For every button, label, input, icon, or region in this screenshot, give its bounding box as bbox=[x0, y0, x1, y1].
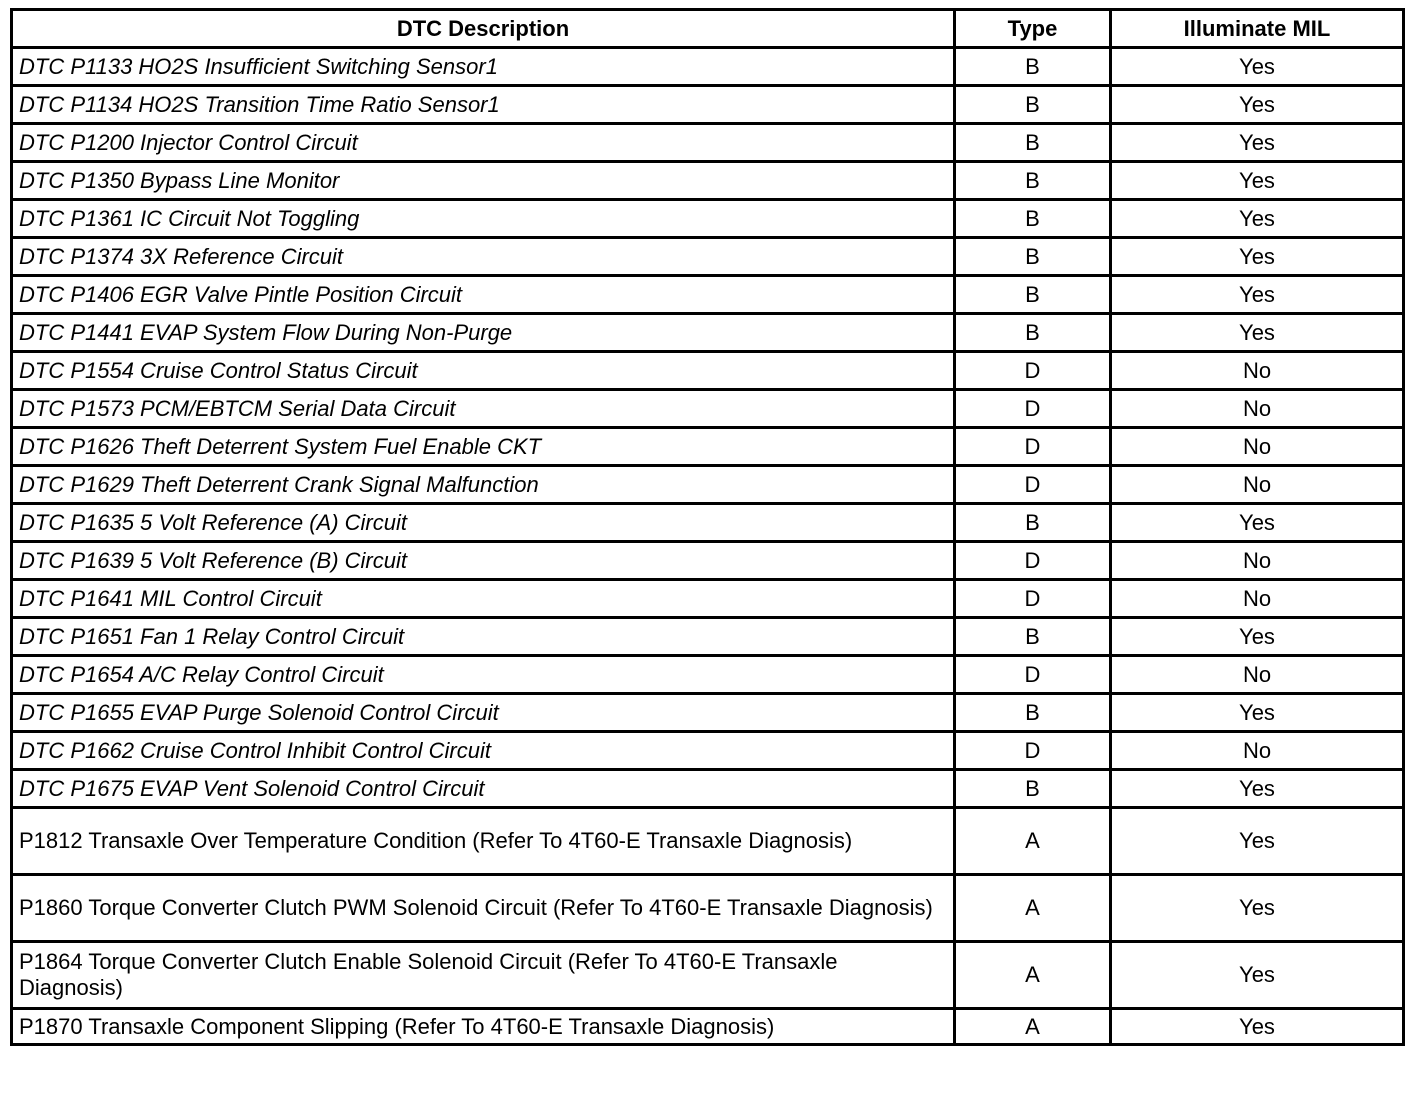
dtc-description-cell: DTC P1374 3X Reference Circuit bbox=[12, 238, 955, 276]
table-row bbox=[12, 770, 1404, 808]
dtc-description-cell: P1860 Torque Converter Clutch PWM Solenoid Circuit (Refer To 4T60-E Transaxle Diagnosis) bbox=[12, 875, 955, 942]
dtc-description-cell: P1812 Transaxle Over Temperature Condition (Refer To 4T60-E Transaxle Diagnosis) bbox=[12, 808, 955, 875]
dtc-description-cell: DTC P1200 Injector Control Circuit bbox=[12, 124, 955, 162]
type-cell: A bbox=[955, 808, 1111, 875]
dtc-description-cell: P1870 Transaxle Component Slipping (Refer To 4T60-E Transaxle Diagnosis) bbox=[12, 1009, 955, 1045]
dtc-description-cell: DTC P1554 Cruise Control Status Circuit bbox=[12, 352, 955, 390]
dtc-description-cell: DTC P1651 Fan 1 Relay Control Circuit bbox=[12, 618, 955, 656]
header-illuminate-mil: Illuminate MIL bbox=[1111, 10, 1404, 48]
type-cell: D bbox=[955, 580, 1111, 618]
mil-cell: No bbox=[1111, 466, 1404, 504]
table-row bbox=[12, 618, 1404, 656]
mil-cell: Yes bbox=[1111, 694, 1404, 732]
type-cell: D bbox=[955, 390, 1111, 428]
mil-cell: No bbox=[1111, 656, 1404, 694]
type-cell: D bbox=[955, 732, 1111, 770]
dtc-description-cell: DTC P1350 Bypass Line Monitor bbox=[12, 162, 955, 200]
table-row bbox=[12, 200, 1404, 238]
type-cell: B bbox=[955, 124, 1111, 162]
dtc-description-cell: DTC P1655 EVAP Purge Solenoid Control Circuit bbox=[12, 694, 955, 732]
dtc-description-cell: DTC P1626 Theft Deterrent System Fuel Enable CKT bbox=[12, 428, 955, 466]
dtc-description-cell: DTC P1639 5 Volt Reference (B) Circuit bbox=[12, 542, 955, 580]
type-cell: D bbox=[955, 428, 1111, 466]
type-cell: D bbox=[955, 352, 1111, 390]
header-dtc-description: DTC Description bbox=[12, 10, 955, 48]
type-cell: A bbox=[955, 1009, 1111, 1045]
type-cell: D bbox=[955, 466, 1111, 504]
table-row bbox=[12, 504, 1404, 542]
dtc-table bbox=[10, 8, 1405, 1046]
mil-cell: Yes bbox=[1111, 314, 1404, 352]
mil-cell: No bbox=[1111, 732, 1404, 770]
type-cell: B bbox=[955, 48, 1111, 86]
table-row bbox=[12, 694, 1404, 732]
header-type: Type bbox=[955, 10, 1111, 48]
table-row bbox=[12, 390, 1404, 428]
dtc-description-cell: DTC P1134 HO2S Transition Time Ratio Sensor1 bbox=[12, 86, 955, 124]
mil-cell: Yes bbox=[1111, 86, 1404, 124]
mil-cell: No bbox=[1111, 428, 1404, 466]
header-row bbox=[12, 10, 1404, 48]
dtc-description-cell: DTC P1573 PCM/EBTCM Serial Data Circuit bbox=[12, 390, 955, 428]
type-cell: A bbox=[955, 875, 1111, 942]
table-row bbox=[12, 124, 1404, 162]
mil-cell: No bbox=[1111, 580, 1404, 618]
type-cell: B bbox=[955, 162, 1111, 200]
type-cell: B bbox=[955, 618, 1111, 656]
mil-cell: Yes bbox=[1111, 200, 1404, 238]
type-cell: D bbox=[955, 656, 1111, 694]
mil-cell: Yes bbox=[1111, 1009, 1404, 1045]
mil-cell: Yes bbox=[1111, 770, 1404, 808]
mil-cell: Yes bbox=[1111, 875, 1404, 942]
type-cell: B bbox=[955, 200, 1111, 238]
table-row bbox=[12, 276, 1404, 314]
dtc-description-cell: DTC P1662 Cruise Control Inhibit Control Circuit bbox=[12, 732, 955, 770]
table-row bbox=[12, 1009, 1404, 1045]
dtc-description-cell: P1864 Torque Converter Clutch Enable Solenoid Circuit (Refer To 4T60-E Transaxle Diagnosis) bbox=[12, 942, 955, 1009]
dtc-description-cell: DTC P1641 MIL Control Circuit bbox=[12, 580, 955, 618]
table-row bbox=[12, 428, 1404, 466]
dtc-description-cell: DTC P1441 EVAP System Flow During Non-Purge bbox=[12, 314, 955, 352]
type-cell: D bbox=[955, 542, 1111, 580]
table-row bbox=[12, 875, 1404, 942]
type-cell: B bbox=[955, 694, 1111, 732]
dtc-description-cell: DTC P1133 HO2S Insufficient Switching Sensor1 bbox=[12, 48, 955, 86]
dtc-description-cell: DTC P1675 EVAP Vent Solenoid Control Circuit bbox=[12, 770, 955, 808]
dtc-description-cell: DTC P1635 5 Volt Reference (A) Circuit bbox=[12, 504, 955, 542]
table-row bbox=[12, 238, 1404, 276]
mil-cell: Yes bbox=[1111, 162, 1404, 200]
mil-cell: No bbox=[1111, 352, 1404, 390]
mil-cell: Yes bbox=[1111, 942, 1404, 1009]
type-cell: B bbox=[955, 314, 1111, 352]
type-cell: B bbox=[955, 276, 1111, 314]
table-row bbox=[12, 86, 1404, 124]
table-row bbox=[12, 808, 1404, 875]
type-cell: B bbox=[955, 770, 1111, 808]
mil-cell: No bbox=[1111, 542, 1404, 580]
mil-cell: Yes bbox=[1111, 808, 1404, 875]
table-row bbox=[12, 732, 1404, 770]
type-cell: A bbox=[955, 942, 1111, 1009]
table-row bbox=[12, 314, 1404, 352]
mil-cell: Yes bbox=[1111, 618, 1404, 656]
mil-cell: Yes bbox=[1111, 276, 1404, 314]
table-row bbox=[12, 942, 1404, 1009]
mil-cell: Yes bbox=[1111, 124, 1404, 162]
table-row bbox=[12, 580, 1404, 618]
table-row bbox=[12, 48, 1404, 86]
dtc-description-cell: DTC P1406 EGR Valve Pintle Position Circuit bbox=[12, 276, 955, 314]
mil-cell: Yes bbox=[1111, 48, 1404, 86]
type-cell: B bbox=[955, 238, 1111, 276]
dtc-description-cell: DTC P1654 A/C Relay Control Circuit bbox=[12, 656, 955, 694]
table-row bbox=[12, 542, 1404, 580]
mil-cell: Yes bbox=[1111, 504, 1404, 542]
table-row bbox=[12, 352, 1404, 390]
type-cell: B bbox=[955, 504, 1111, 542]
mil-cell: No bbox=[1111, 390, 1404, 428]
mil-cell: Yes bbox=[1111, 238, 1404, 276]
dtc-description-cell: DTC P1629 Theft Deterrent Crank Signal Malfunction bbox=[12, 466, 955, 504]
table-row bbox=[12, 162, 1404, 200]
table-row bbox=[12, 466, 1404, 504]
table-row bbox=[12, 656, 1404, 694]
dtc-description-cell: DTC P1361 IC Circuit Not Toggling bbox=[12, 200, 955, 238]
type-cell: B bbox=[955, 86, 1111, 124]
